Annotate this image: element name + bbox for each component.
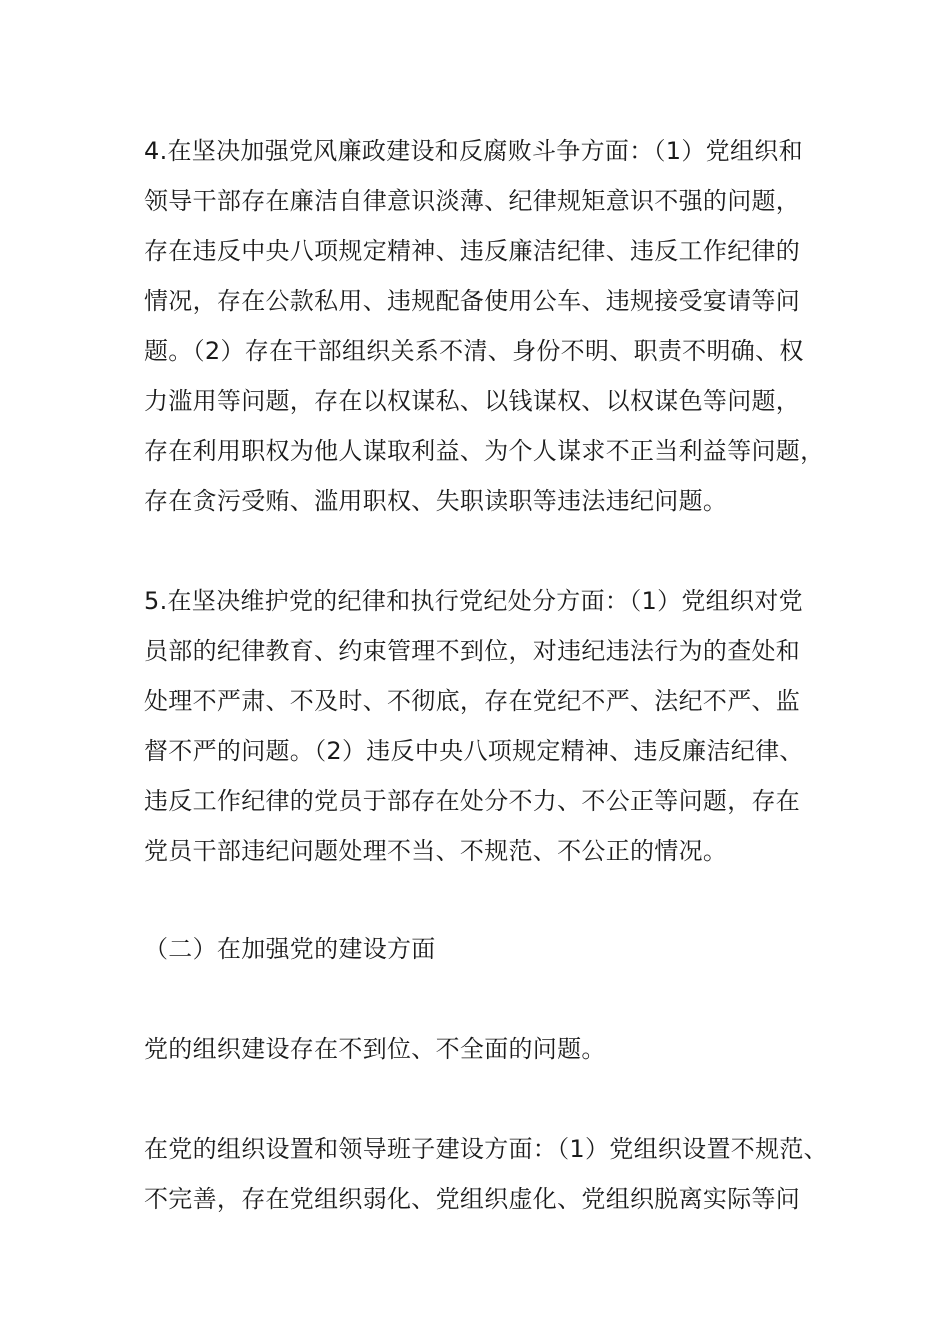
text-line: 4.在坚决加强党风廉政建设和反腐败斗争方面：（1）党组织和	[144, 137, 803, 165]
text-line: 存在违反中央八项规定精神、违反廉洁纪律、违反工作纪律的	[144, 237, 801, 265]
text-line: 处理不严肃、不及时、不彻底，存在党纪不严、法纪不严、监	[144, 687, 801, 715]
paragraph-summary: 党的组织建设存在不到位、不全面的问题。	[144, 1035, 606, 1063]
text-line: 存在利用职权为他人谋取利益、为个人谋求不正当利益等问题，	[144, 437, 825, 465]
text-line: 存在贪污受贿、滥用职权、失职读职等违法违纪问题。	[144, 487, 728, 515]
text-line: 督不严的问题。（2）违反中央八项规定精神、违反廉洁纪律、	[144, 737, 804, 765]
text-line: 5.在坚决维护党的纪律和执行党纪处分方面：（1）党组织对党	[144, 587, 803, 615]
text-line: 题。（2）存在干部组织关系不清、身份不明、职责不明确、权	[144, 337, 804, 365]
section-heading: （二）在加强党的建设方面	[144, 935, 436, 963]
text-line: 力滥用等问题，存在以权谋私、以钱谋权、以权谋色等问题，	[144, 387, 801, 415]
text-line: 领导干部存在廉洁自律意识淡薄、纪律规矩意识不强的问题，	[144, 187, 801, 215]
text-line: 员部的纪律教育、约束管理不到位，对违纪违法行为的查处和	[144, 637, 801, 665]
text-line: 违反工作纪律的党员于部存在处分不力、不公正等问题，存在	[144, 787, 801, 815]
text-line: 情况，存在公款私用、违规配备使用公车、违规接受宴请等问	[144, 287, 801, 315]
text-line: 在党的组织设置和领导班子建设方面：（1）党组织设置不规范、	[144, 1135, 828, 1163]
text-line: 不完善，存在党组织弱化、党组织虚化、党组织脱离实际等问	[144, 1185, 801, 1213]
text-line: 党员干部违纪问题处理不当、不规范、不公正的情况。	[144, 837, 728, 865]
